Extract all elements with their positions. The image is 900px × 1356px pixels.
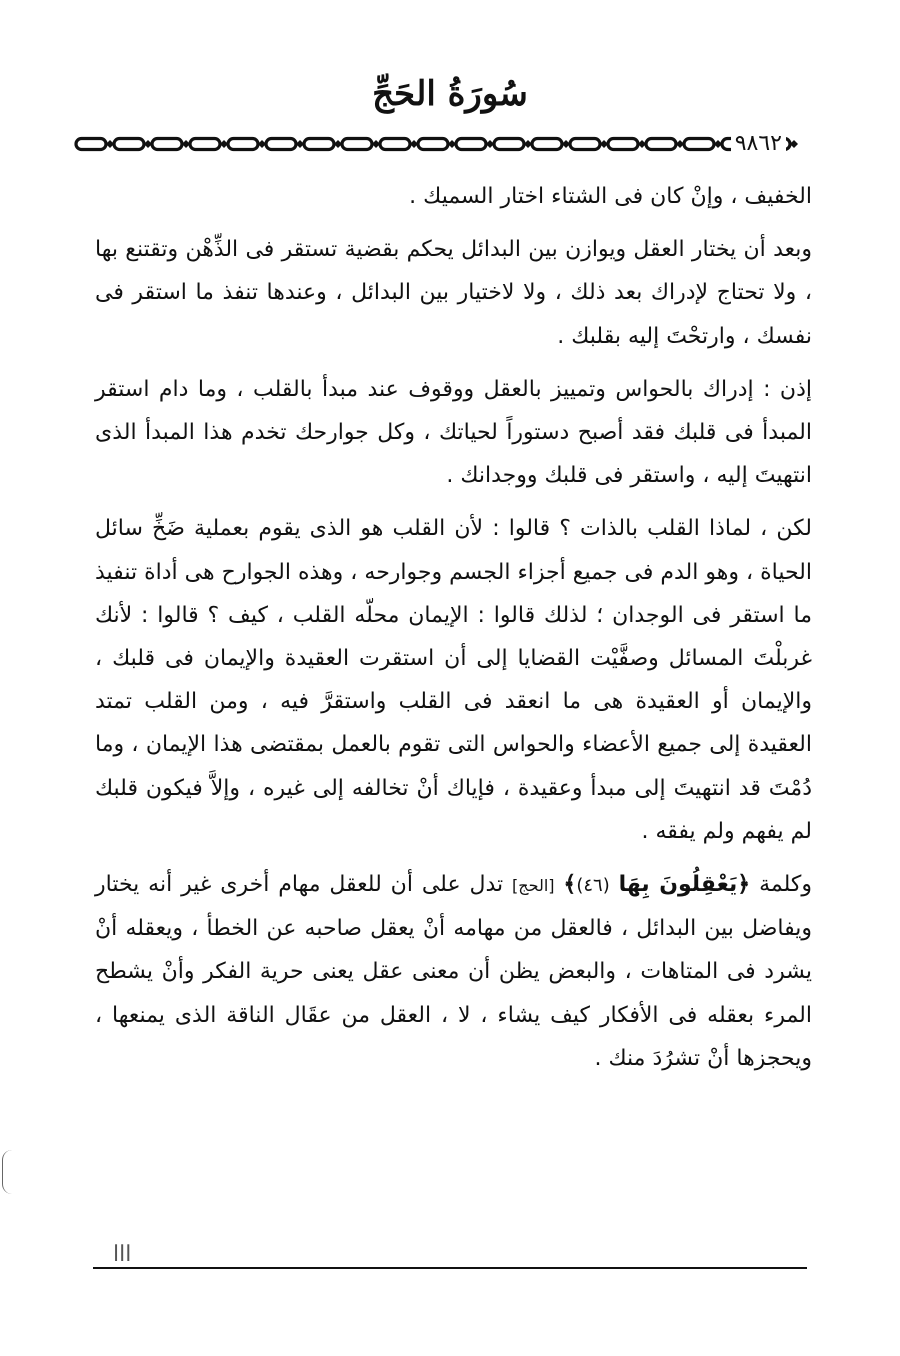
- footer-rule: [93, 1267, 807, 1269]
- paragraph-3: إذن : إدراك بالحواس وتمييز بالعقل ووقوف عند مبدأ بالقلب ، وما دام استقر المبدأ فى قلبك فقد أصبح دستوراً لحياتك ، وكل جوارحك تخدم هذا المبدأ الذى انتهيتَ إليه ، واستقر فى قلبك ووجدانك .: [95, 376, 812, 489]
- chain-link: [608, 139, 638, 150]
- ayah-number: (٤٦): [576, 875, 610, 897]
- paragraph-5: [95, 863, 812, 1080]
- chain-link: [494, 139, 524, 150]
- footer-marks: ااا: [113, 1242, 132, 1267]
- chain-diamond: [790, 140, 798, 148]
- chain-link: [190, 139, 220, 150]
- quran-quote: يَعْقِلُونَ بِهَا: [618, 872, 738, 898]
- chain-link: [342, 139, 372, 150]
- chain-link: [304, 139, 334, 150]
- chain-link: [380, 139, 410, 150]
- chain-link: [114, 139, 144, 150]
- chain-link: [152, 139, 182, 150]
- chain-link: [646, 139, 676, 150]
- surah-title: سُورَةُ الحَجِّ: [372, 74, 528, 114]
- page-number: ٩٨٦٢: [731, 130, 786, 158]
- header-ornament-row: [72, 128, 830, 160]
- chain-link: [76, 139, 106, 150]
- paragraph-4: لكن ، لماذا القلب بالذات ؟ قالوا : لأن القلب هو الذى يقوم بعملية ضَخِّ سائل الحياة ، وهو الدم فى جميع أجزاء الجسم وجوارحه ، وهذه الجوارح هى أداة تنفيذ ما استقر فى الوجدان ؛ لذلك قالوا : الإيمان محلّه القلب ، كيف ؟ قالوا : لأنك غربلْتَ المسائل وصفَّيْت القضايا إلى أن استقرت العقيدة والإيمان فى قلبك ، والإيمان أو العقيدة هى ما انعقد فى القلب واستقرَّ فيه ، ومن القلب تمتد العقيدة إلى جميع الأعضاء والحواس التى تقوم بالعمل بمقتضى هذا الإيمان ، وما دُمْتَ قد انتهيتَ إلى مبدأ وعقيدة ، فإياك أنْ تخالفه إلى غيره ، وإلاَّ فيكون قلبك لم يفهم ولم يفقه .: [95, 516, 812, 844]
- chain-link: [684, 139, 714, 150]
- chain-link: [228, 139, 258, 150]
- ayah-open-bracket: ﴿: [737, 872, 751, 898]
- body-text: [95, 175, 812, 1090]
- chain-ornament-icon: [72, 128, 830, 160]
- paragraph-1: الخفيف ، وإنْ كان فى الشتاء اختار السميك .: [409, 184, 812, 209]
- chain-link: [532, 139, 562, 150]
- paragraph-2: وبعد أن يختار العقل ويوازن بين البدائل يحكم بقضية تستقر فى الذِّهْن وتقتنع بها ، ولا تحتاج لإدراك بعد ذلك ، ولا لاختيار بين البدائل ، وعندها تنفذ ما استقر فى نفسك ، وارتحْتَ إليه بقلبك .: [95, 237, 812, 349]
- ayah-close-bracket: ﴾: [563, 872, 577, 898]
- chain-link: [570, 139, 600, 150]
- chain-link: [418, 139, 448, 150]
- paragraph-5-rest: تدل على أن للعقل مهام أخرى غير أنه يختار ويفاضل بين البدائل ، فالعقل من مهامه أنْ يعقل صاحبه عن الخطأ ، ويعقله أنْ يشرد فى المتاهات ، والبعض يظن أن معنى عقل يعنى حرية الفكر وأنْ يشطح المرء بعقله فى الأفكار كيف يشاء ، لا ، العقل من عقَال الناقة الذى يمنعها ، ويحجزها أنْ تشرُدَ منك .: [95, 872, 812, 1071]
- margin-bracket-mark: [2, 1150, 13, 1194]
- paragraph-5-start: وكلمة: [759, 872, 812, 898]
- surah-reference: [الحج]: [512, 876, 555, 896]
- chain-link: [456, 139, 486, 150]
- chain-link: [266, 139, 296, 150]
